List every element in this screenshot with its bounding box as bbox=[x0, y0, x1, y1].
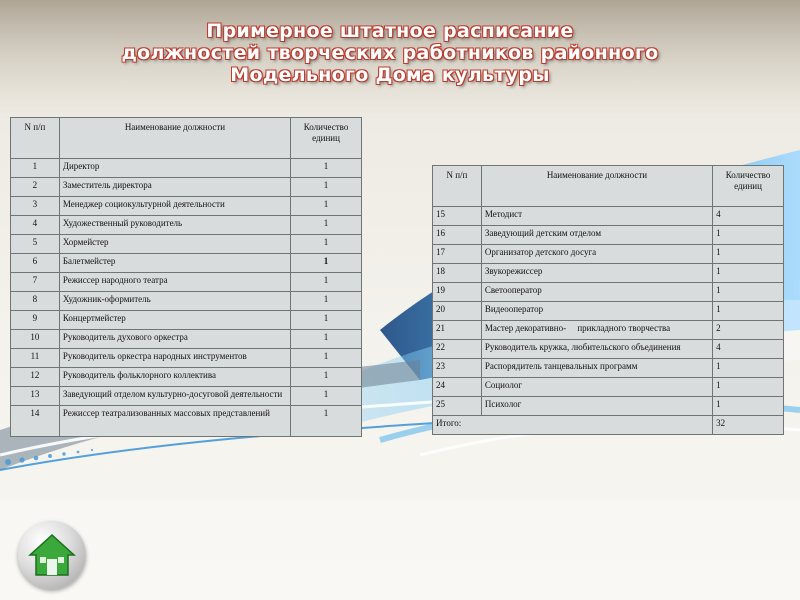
row-quantity: 2 bbox=[713, 321, 784, 340]
row-number: 19 bbox=[433, 283, 482, 302]
row-quantity: 1 bbox=[291, 178, 362, 197]
header-position: Наименование должности bbox=[481, 166, 712, 207]
row-position: Организатор детского досуга bbox=[481, 245, 712, 264]
row-position: Руководитель фольклорного коллектива bbox=[59, 368, 290, 387]
row-quantity: 1 bbox=[291, 406, 362, 437]
row-quantity: 1 bbox=[713, 378, 784, 397]
row-number: 9 bbox=[11, 311, 60, 330]
row-number: 20 bbox=[433, 302, 482, 321]
row-position: Распорядитель танцевальных программ bbox=[481, 359, 712, 378]
table-row bbox=[433, 226, 784, 245]
total-label: Итого: bbox=[433, 416, 713, 435]
row-quantity: 1 bbox=[291, 368, 362, 387]
row-number: 8 bbox=[11, 292, 60, 311]
home-button[interactable] bbox=[18, 521, 86, 589]
row-quantity: 1 bbox=[291, 197, 362, 216]
table-row bbox=[11, 235, 362, 254]
row-position: Заместитель директора bbox=[59, 178, 290, 197]
table-row bbox=[433, 378, 784, 397]
table-total-row bbox=[433, 416, 784, 435]
row-position: Художественный руководитель bbox=[59, 216, 290, 235]
row-quantity: 1 bbox=[713, 359, 784, 378]
header-quantity: Количество единиц bbox=[713, 166, 784, 207]
row-number: 24 bbox=[433, 378, 482, 397]
page-title bbox=[60, 20, 720, 86]
table-row bbox=[11, 273, 362, 292]
row-quantity: 1 bbox=[713, 245, 784, 264]
row-quantity: 1 bbox=[291, 330, 362, 349]
row-number: 2 bbox=[11, 178, 60, 197]
row-number: 6 bbox=[11, 254, 60, 273]
table-row bbox=[11, 368, 362, 387]
row-quantity: 1 bbox=[291, 349, 362, 368]
row-quantity: 1 bbox=[713, 397, 784, 416]
row-position: Менеджер социокультурной деятельности bbox=[59, 197, 290, 216]
row-number: 25 bbox=[433, 397, 482, 416]
row-position: Видеооператор bbox=[481, 302, 712, 321]
row-number: 12 bbox=[11, 368, 60, 387]
row-number: 13 bbox=[11, 387, 60, 406]
row-position: Заведующий детским отделом bbox=[481, 226, 712, 245]
row-position: Руководитель духового оркестра bbox=[59, 330, 290, 349]
row-position: Балетмейстер bbox=[59, 254, 290, 273]
table-row bbox=[433, 302, 784, 321]
table-row bbox=[433, 340, 784, 359]
row-number: 7 bbox=[11, 273, 60, 292]
total-quantity: 32 bbox=[713, 416, 784, 435]
table-row bbox=[11, 311, 362, 330]
header-number: N п/п bbox=[11, 118, 60, 159]
table-row bbox=[11, 349, 362, 368]
row-position: Социолог bbox=[481, 378, 712, 397]
header-position: Наименование должности bbox=[59, 118, 290, 159]
row-number: 21 bbox=[433, 321, 482, 340]
row-position: Психолог bbox=[481, 397, 712, 416]
row-quantity: 1 bbox=[291, 159, 362, 178]
home-icon bbox=[28, 533, 76, 577]
table-row bbox=[11, 292, 362, 311]
table-row bbox=[433, 264, 784, 283]
row-quantity: 1 bbox=[713, 264, 784, 283]
row-position: Заведующий отделом культурно-досуговой деятельности bbox=[59, 387, 290, 406]
table-row bbox=[433, 359, 784, 378]
title-line-1: Примерное штатное расписание bbox=[206, 20, 574, 42]
row-position: Руководитель кружка, любительского объединения bbox=[481, 340, 712, 359]
row-quantity: 1 bbox=[291, 311, 362, 330]
row-position: Светооператор bbox=[481, 283, 712, 302]
row-position: Концертмейстер bbox=[59, 311, 290, 330]
row-quantity: 1 bbox=[291, 387, 362, 406]
row-number: 23 bbox=[433, 359, 482, 378]
staff-table-left bbox=[10, 117, 362, 437]
table-row bbox=[11, 254, 362, 273]
row-number: 11 bbox=[11, 349, 60, 368]
table-row bbox=[11, 197, 362, 216]
row-quantity: 1 bbox=[291, 273, 362, 292]
table-row bbox=[11, 216, 362, 235]
table-row bbox=[11, 387, 362, 406]
row-quantity: 4 bbox=[713, 340, 784, 359]
row-quantity: 1 bbox=[291, 235, 362, 254]
row-number: 15 bbox=[433, 207, 482, 226]
row-number: 16 bbox=[433, 226, 482, 245]
table-header-row bbox=[433, 166, 784, 207]
row-number: 4 bbox=[11, 216, 60, 235]
row-quantity: 1 bbox=[291, 292, 362, 311]
table-row bbox=[433, 397, 784, 416]
row-position: Звукорежиссер bbox=[481, 264, 712, 283]
table-row bbox=[433, 207, 784, 226]
table-row bbox=[11, 330, 362, 349]
table-row bbox=[11, 159, 362, 178]
row-number: 14 bbox=[11, 406, 60, 437]
row-number: 1 bbox=[11, 159, 60, 178]
row-number: 3 bbox=[11, 197, 60, 216]
header-number: N п/п bbox=[433, 166, 482, 207]
row-position: Руководитель оркестра народных инструментов bbox=[59, 349, 290, 368]
row-number: 10 bbox=[11, 330, 60, 349]
row-quantity: 4 bbox=[713, 207, 784, 226]
row-position: Хормейстер bbox=[59, 235, 290, 254]
header-quantity: Количество единиц bbox=[291, 118, 362, 159]
row-quantity: 1 bbox=[291, 254, 362, 273]
row-position: Директор bbox=[59, 159, 290, 178]
row-quantity: 1 bbox=[713, 226, 784, 245]
table-header-row bbox=[11, 118, 362, 159]
row-quantity: 1 bbox=[291, 216, 362, 235]
row-position: Режиссер народного театра bbox=[59, 273, 290, 292]
title-line-3: Модельного Дома культуры bbox=[230, 64, 550, 86]
row-position: Режиссер театрализованных массовых представлений bbox=[59, 406, 290, 437]
row-position: Художник-оформитель bbox=[59, 292, 290, 311]
table-row bbox=[433, 283, 784, 302]
staff-table-right bbox=[432, 165, 784, 435]
table-row bbox=[11, 406, 362, 437]
table-row bbox=[11, 178, 362, 197]
row-number: 18 bbox=[433, 264, 482, 283]
row-position: Мастер декоративно- прикладного творчества bbox=[481, 321, 712, 340]
table-row bbox=[433, 321, 784, 340]
row-position: Методист bbox=[481, 207, 712, 226]
title-line-2: должностей творческих работников районного bbox=[121, 42, 659, 64]
row-number: 5 bbox=[11, 235, 60, 254]
row-quantity: 1 bbox=[713, 302, 784, 321]
row-number: 17 bbox=[433, 245, 482, 264]
row-quantity: 1 bbox=[713, 283, 784, 302]
table-row bbox=[433, 245, 784, 264]
row-number: 22 bbox=[433, 340, 482, 359]
